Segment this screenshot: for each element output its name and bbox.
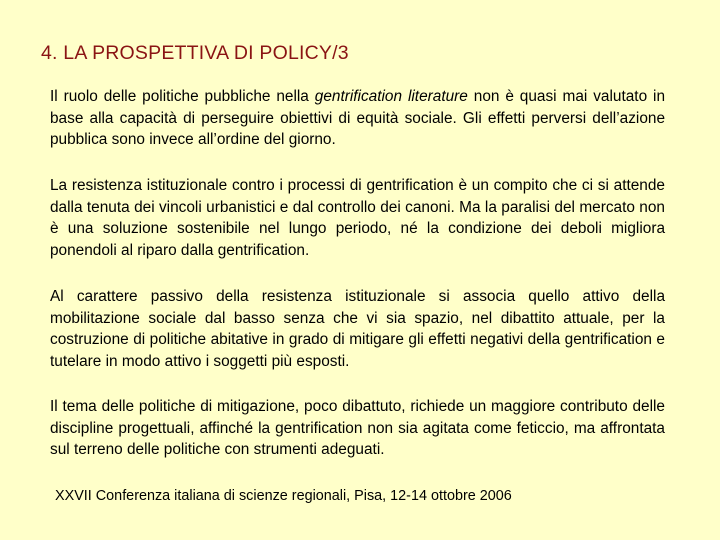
paragraph-mitigation-policies: Il tema delle politiche di mitigazione, poco dibattuto, richiede un maggiore contributo delle discipline progettuali, affinché la gentrification non sia agitata come feticcio, ma affrontata sul terreno delle politiche con strumenti adeguati. — [50, 398, 665, 458]
gentrification-literature-emphasis: gentrification literature — [314, 88, 468, 105]
paragraph-institutional-resistance: La resistenza istituzionale contro i processi di gentrification è un compito che ci si attende dalla tenuta dei vincoli urbanistici e dal controllo dei canoni. Ma la paralisi del mercato non è una soluzione sostenibile nel lungo periodo, né la condizione dei deboli migliora ponendoli al riparo dalla gentrification. — [50, 177, 665, 259]
conference-footer: XXVII Conferenza italiana di scienze regionali, Pisa, 12-14 ottobre 2006 — [55, 488, 512, 504]
paragraph-social-mobilization: Al carattere passivo della resistenza istituzionale si associa quello attivo della mobilitazione sociale dal basso senza che vi sia spazio, nel dibattito attuale, per la costruzione di politiche abitative in grado di mitigare gli effetti negativi della gentrification e tutelare in modo attivo i soggetti più esposti. — [50, 288, 665, 370]
slide-title: 4. LA PROSPETTIVA DI POLICY/3 — [41, 42, 349, 64]
paragraph-policy-role-end: non è quasi mai valutato in base alla capacità di perseguire obiettivi di equità sociale. Gli effetti perversi dell’azione pubblica sono invece all’ordine del giorno. — [50, 88, 666, 148]
paragraph-policy-role — [50, 86, 665, 151]
paragraph-policy-role-start: Il ruolo delle politiche pubbliche nella — [50, 88, 315, 105]
